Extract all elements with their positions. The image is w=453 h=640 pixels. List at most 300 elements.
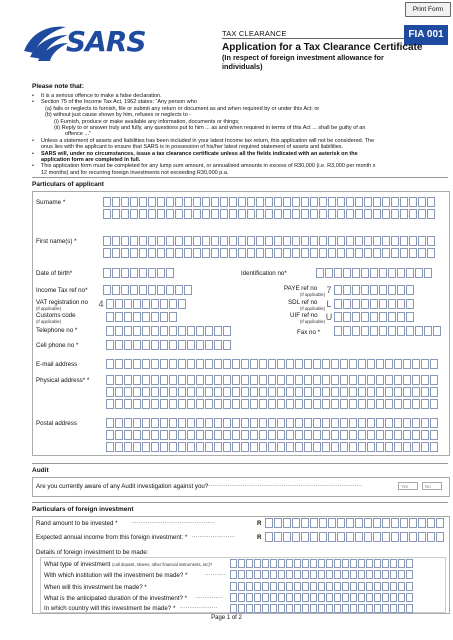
char-box[interactable] xyxy=(151,312,159,322)
char-box[interactable] xyxy=(238,197,246,207)
char-box[interactable] xyxy=(310,582,317,591)
char-box[interactable] xyxy=(390,593,397,602)
char-box[interactable] xyxy=(259,442,267,452)
char-box[interactable] xyxy=(367,418,375,428)
char-box[interactable] xyxy=(310,532,318,542)
char-box[interactable] xyxy=(270,582,277,591)
char-box[interactable] xyxy=(418,197,426,207)
char-box[interactable] xyxy=(304,418,312,428)
char-box[interactable] xyxy=(151,418,159,428)
char-box[interactable] xyxy=(310,593,317,602)
print-form-button[interactable]: Print Form xyxy=(405,2,451,17)
char-box[interactable] xyxy=(394,375,402,385)
char-box[interactable] xyxy=(349,387,357,397)
char-box[interactable] xyxy=(254,582,261,591)
char-box[interactable] xyxy=(349,359,357,369)
char-box[interactable] xyxy=(268,418,276,428)
char-box[interactable] xyxy=(294,593,301,602)
char-box[interactable] xyxy=(430,442,438,452)
char-box[interactable] xyxy=(157,236,165,246)
char-box[interactable] xyxy=(412,375,420,385)
char-box[interactable] xyxy=(241,418,249,428)
char-box[interactable] xyxy=(326,559,333,568)
char-box[interactable] xyxy=(350,604,357,613)
char-box[interactable] xyxy=(241,359,249,369)
char-box[interactable] xyxy=(358,604,365,613)
char-box[interactable] xyxy=(418,532,426,542)
fax-field[interactable] xyxy=(334,326,442,336)
char-box[interactable] xyxy=(418,236,426,246)
char-box[interactable] xyxy=(157,248,165,258)
char-box[interactable] xyxy=(409,197,417,207)
char-box[interactable] xyxy=(302,559,309,568)
char-box[interactable] xyxy=(334,559,341,568)
char-box[interactable] xyxy=(175,209,183,219)
char-box[interactable] xyxy=(343,285,351,295)
char-box[interactable] xyxy=(178,387,186,397)
char-box[interactable] xyxy=(350,570,357,579)
char-box[interactable] xyxy=(343,268,351,278)
char-box[interactable] xyxy=(343,312,351,322)
char-box[interactable] xyxy=(229,248,237,258)
char-box[interactable] xyxy=(106,387,114,397)
char-box[interactable] xyxy=(274,209,282,219)
char-box[interactable] xyxy=(187,418,195,428)
char-box[interactable] xyxy=(406,312,414,322)
char-box[interactable] xyxy=(292,197,300,207)
char-box[interactable] xyxy=(193,209,201,219)
char-box[interactable] xyxy=(337,532,345,542)
char-box[interactable] xyxy=(301,248,309,258)
char-box[interactable] xyxy=(364,197,372,207)
char-box[interactable] xyxy=(193,236,201,246)
char-box[interactable] xyxy=(310,559,317,568)
char-box[interactable] xyxy=(385,442,393,452)
char-box[interactable] xyxy=(400,518,408,528)
char-box[interactable] xyxy=(151,430,159,440)
char-box[interactable] xyxy=(115,312,123,322)
char-box[interactable] xyxy=(160,430,168,440)
char-box[interactable] xyxy=(160,442,168,452)
char-box[interactable] xyxy=(187,387,195,397)
char-box[interactable] xyxy=(130,209,138,219)
char-box[interactable] xyxy=(334,582,341,591)
char-box[interactable] xyxy=(342,582,349,591)
char-box[interactable] xyxy=(326,570,333,579)
char-box[interactable] xyxy=(283,197,291,207)
char-box[interactable] xyxy=(211,236,219,246)
char-box[interactable] xyxy=(220,209,228,219)
char-box[interactable] xyxy=(294,582,301,591)
char-box[interactable] xyxy=(376,418,384,428)
char-box[interactable] xyxy=(178,375,186,385)
char-box[interactable] xyxy=(331,418,339,428)
char-box[interactable] xyxy=(403,418,411,428)
char-box[interactable] xyxy=(160,375,168,385)
char-box[interactable] xyxy=(328,197,336,207)
when-field[interactable] xyxy=(230,582,414,591)
char-box[interactable] xyxy=(342,570,349,579)
char-box[interactable] xyxy=(151,399,159,409)
char-box[interactable] xyxy=(334,593,341,602)
char-box[interactable] xyxy=(262,570,269,579)
char-box[interactable] xyxy=(385,418,393,428)
char-box[interactable] xyxy=(205,359,213,369)
char-box[interactable] xyxy=(196,399,204,409)
char-box[interactable] xyxy=(366,604,373,613)
char-box[interactable] xyxy=(334,268,342,278)
char-box[interactable] xyxy=(250,442,258,452)
char-box[interactable] xyxy=(124,399,132,409)
char-box[interactable] xyxy=(178,442,186,452)
char-box[interactable] xyxy=(334,570,341,579)
char-box[interactable] xyxy=(349,442,357,452)
char-box[interactable] xyxy=(382,559,389,568)
char-box[interactable] xyxy=(262,604,269,613)
char-box[interactable] xyxy=(259,430,267,440)
surname-field-row2[interactable] xyxy=(103,209,436,219)
char-box[interactable] xyxy=(196,359,204,369)
char-box[interactable] xyxy=(406,559,413,568)
char-box[interactable] xyxy=(382,593,389,602)
char-box[interactable] xyxy=(256,209,264,219)
institution-field[interactable] xyxy=(230,570,414,579)
char-box[interactable] xyxy=(274,248,282,258)
char-box[interactable] xyxy=(340,399,348,409)
char-box[interactable] xyxy=(246,582,253,591)
char-box[interactable] xyxy=(349,430,357,440)
char-box[interactable] xyxy=(133,418,141,428)
char-box[interactable] xyxy=(286,559,293,568)
char-box[interactable] xyxy=(247,248,255,258)
char-box[interactable] xyxy=(115,340,123,350)
char-box[interactable] xyxy=(340,375,348,385)
char-box[interactable] xyxy=(301,236,309,246)
char-box[interactable] xyxy=(355,532,363,542)
char-box[interactable] xyxy=(112,285,120,295)
char-box[interactable] xyxy=(337,248,345,258)
char-box[interactable] xyxy=(352,299,360,309)
char-box[interactable] xyxy=(142,442,150,452)
char-box[interactable] xyxy=(397,312,405,322)
char-box[interactable] xyxy=(232,387,240,397)
char-box[interactable] xyxy=(254,604,261,613)
char-box[interactable] xyxy=(382,248,390,258)
char-box[interactable] xyxy=(202,209,210,219)
char-box[interactable] xyxy=(391,248,399,258)
char-box[interactable] xyxy=(106,340,114,350)
char-box[interactable] xyxy=(310,518,318,528)
char-box[interactable] xyxy=(370,326,378,336)
char-box[interactable] xyxy=(124,442,132,452)
char-box[interactable] xyxy=(376,375,384,385)
char-box[interactable] xyxy=(238,248,246,258)
char-box[interactable] xyxy=(232,359,240,369)
char-box[interactable] xyxy=(142,387,150,397)
char-box[interactable] xyxy=(106,299,114,309)
char-box[interactable] xyxy=(259,375,267,385)
char-box[interactable] xyxy=(265,197,273,207)
char-box[interactable] xyxy=(259,418,267,428)
char-box[interactable] xyxy=(319,518,327,528)
char-box[interactable] xyxy=(367,399,375,409)
char-box[interactable] xyxy=(361,268,369,278)
char-box[interactable] xyxy=(112,197,120,207)
char-box[interactable] xyxy=(115,326,123,336)
char-box[interactable] xyxy=(374,593,381,602)
char-box[interactable] xyxy=(286,442,294,452)
char-box[interactable] xyxy=(313,375,321,385)
char-box[interactable] xyxy=(268,430,276,440)
char-box[interactable] xyxy=(301,518,309,528)
char-box[interactable] xyxy=(202,236,210,246)
char-box[interactable] xyxy=(230,582,237,591)
char-box[interactable] xyxy=(121,197,129,207)
char-box[interactable] xyxy=(355,518,363,528)
char-box[interactable] xyxy=(390,604,397,613)
char-box[interactable] xyxy=(151,359,159,369)
char-box[interactable] xyxy=(400,236,408,246)
char-box[interactable] xyxy=(286,359,294,369)
char-box[interactable] xyxy=(232,399,240,409)
char-box[interactable] xyxy=(278,593,285,602)
char-box[interactable] xyxy=(397,299,405,309)
char-box[interactable] xyxy=(103,197,111,207)
char-box[interactable] xyxy=(385,359,393,369)
char-box[interactable] xyxy=(178,299,186,309)
char-box[interactable] xyxy=(376,430,384,440)
char-box[interactable] xyxy=(322,399,330,409)
char-box[interactable] xyxy=(241,399,249,409)
char-box[interactable] xyxy=(418,518,426,528)
char-box[interactable] xyxy=(160,299,168,309)
char-box[interactable] xyxy=(151,326,159,336)
char-box[interactable] xyxy=(160,418,168,428)
char-box[interactable] xyxy=(112,268,120,278)
char-box[interactable] xyxy=(277,387,285,397)
char-box[interactable] xyxy=(250,418,258,428)
char-box[interactable] xyxy=(124,326,132,336)
char-box[interactable] xyxy=(342,604,349,613)
char-box[interactable] xyxy=(148,285,156,295)
char-box[interactable] xyxy=(322,442,330,452)
id-no-field[interactable] xyxy=(316,268,433,278)
char-box[interactable] xyxy=(187,359,195,369)
char-box[interactable] xyxy=(352,285,360,295)
char-box[interactable] xyxy=(274,197,282,207)
char-box[interactable] xyxy=(427,209,435,219)
char-box[interactable] xyxy=(103,285,111,295)
char-box[interactable] xyxy=(286,418,294,428)
char-box[interactable] xyxy=(241,387,249,397)
char-box[interactable] xyxy=(139,268,147,278)
char-box[interactable] xyxy=(301,532,309,542)
char-box[interactable] xyxy=(157,268,165,278)
char-box[interactable] xyxy=(421,375,429,385)
char-box[interactable] xyxy=(157,209,165,219)
char-box[interactable] xyxy=(374,570,381,579)
char-box[interactable] xyxy=(175,285,183,295)
dob-field[interactable] xyxy=(103,268,175,278)
char-box[interactable] xyxy=(409,518,417,528)
char-box[interactable] xyxy=(331,387,339,397)
char-box[interactable] xyxy=(382,532,390,542)
char-box[interactable] xyxy=(115,418,123,428)
char-box[interactable] xyxy=(400,248,408,258)
char-box[interactable] xyxy=(337,518,345,528)
sdl-field[interactable] xyxy=(334,299,415,309)
char-box[interactable] xyxy=(250,359,258,369)
char-box[interactable] xyxy=(166,285,174,295)
char-box[interactable] xyxy=(265,248,273,258)
char-box[interactable] xyxy=(294,559,301,568)
char-box[interactable] xyxy=(157,285,165,295)
char-box[interactable] xyxy=(175,248,183,258)
char-box[interactable] xyxy=(398,604,405,613)
char-box[interactable] xyxy=(385,375,393,385)
expected-income-field[interactable] xyxy=(265,532,445,542)
char-box[interactable] xyxy=(169,340,177,350)
char-box[interactable] xyxy=(214,340,222,350)
char-box[interactable] xyxy=(319,532,327,542)
char-box[interactable] xyxy=(394,387,402,397)
char-box[interactable] xyxy=(391,197,399,207)
char-box[interactable] xyxy=(322,418,330,428)
char-box[interactable] xyxy=(169,418,177,428)
char-box[interactable] xyxy=(412,359,420,369)
char-box[interactable] xyxy=(319,236,327,246)
paye-field[interactable] xyxy=(334,285,415,295)
char-box[interactable] xyxy=(398,559,405,568)
char-box[interactable] xyxy=(124,299,132,309)
char-box[interactable] xyxy=(304,359,312,369)
char-box[interactable] xyxy=(394,430,402,440)
char-box[interactable] xyxy=(274,236,282,246)
char-box[interactable] xyxy=(427,518,435,528)
char-box[interactable] xyxy=(310,248,318,258)
char-box[interactable] xyxy=(398,570,405,579)
char-box[interactable] xyxy=(286,430,294,440)
char-box[interactable] xyxy=(238,604,245,613)
char-box[interactable] xyxy=(283,248,291,258)
char-box[interactable] xyxy=(278,559,285,568)
char-box[interactable] xyxy=(376,399,384,409)
char-box[interactable] xyxy=(223,418,231,428)
char-box[interactable] xyxy=(406,285,414,295)
char-box[interactable] xyxy=(346,197,354,207)
char-box[interactable] xyxy=(265,209,273,219)
char-box[interactable] xyxy=(318,593,325,602)
char-box[interactable] xyxy=(430,418,438,428)
char-box[interactable] xyxy=(151,375,159,385)
char-box[interactable] xyxy=(409,236,417,246)
char-box[interactable] xyxy=(133,442,141,452)
char-box[interactable] xyxy=(178,399,186,409)
char-box[interactable] xyxy=(310,197,318,207)
char-box[interactable] xyxy=(361,285,369,295)
char-box[interactable] xyxy=(166,236,174,246)
char-box[interactable] xyxy=(262,582,269,591)
char-box[interactable] xyxy=(418,209,426,219)
char-box[interactable] xyxy=(250,399,258,409)
char-box[interactable] xyxy=(373,236,381,246)
char-box[interactable] xyxy=(421,359,429,369)
char-box[interactable] xyxy=(103,209,111,219)
char-box[interactable] xyxy=(124,340,132,350)
char-box[interactable] xyxy=(205,399,213,409)
char-box[interactable] xyxy=(277,359,285,369)
char-box[interactable] xyxy=(142,326,150,336)
char-box[interactable] xyxy=(409,209,417,219)
audit-no-checkbox[interactable]: No xyxy=(422,482,442,490)
char-box[interactable] xyxy=(157,197,165,207)
char-box[interactable] xyxy=(346,236,354,246)
char-box[interactable] xyxy=(148,248,156,258)
char-box[interactable] xyxy=(229,209,237,219)
income-tax-field[interactable] xyxy=(103,285,193,295)
char-box[interactable] xyxy=(374,559,381,568)
char-box[interactable] xyxy=(196,387,204,397)
char-box[interactable] xyxy=(169,359,177,369)
char-box[interactable] xyxy=(334,312,342,322)
char-box[interactable] xyxy=(398,593,405,602)
char-box[interactable] xyxy=(223,430,231,440)
char-box[interactable] xyxy=(358,593,365,602)
char-box[interactable] xyxy=(220,248,228,258)
char-box[interactable] xyxy=(349,375,357,385)
char-box[interactable] xyxy=(142,418,150,428)
char-box[interactable] xyxy=(350,593,357,602)
char-box[interactable] xyxy=(352,312,360,322)
char-box[interactable] xyxy=(259,387,267,397)
char-box[interactable] xyxy=(256,197,264,207)
char-box[interactable] xyxy=(310,604,317,613)
char-box[interactable] xyxy=(352,268,360,278)
char-box[interactable] xyxy=(205,418,213,428)
char-box[interactable] xyxy=(379,312,387,322)
char-box[interactable] xyxy=(202,248,210,258)
char-box[interactable] xyxy=(427,532,435,542)
char-box[interactable] xyxy=(346,248,354,258)
char-box[interactable] xyxy=(169,375,177,385)
char-box[interactable] xyxy=(334,285,342,295)
country-field[interactable] xyxy=(230,604,414,613)
char-box[interactable] xyxy=(310,209,318,219)
char-box[interactable] xyxy=(277,430,285,440)
char-box[interactable] xyxy=(326,582,333,591)
char-box[interactable] xyxy=(214,359,222,369)
char-box[interactable] xyxy=(178,430,186,440)
char-box[interactable] xyxy=(322,430,330,440)
char-box[interactable] xyxy=(124,312,132,322)
char-box[interactable] xyxy=(403,430,411,440)
char-box[interactable] xyxy=(151,299,159,309)
char-box[interactable] xyxy=(318,559,325,568)
char-box[interactable] xyxy=(367,387,375,397)
char-box[interactable] xyxy=(364,248,372,258)
char-box[interactable] xyxy=(340,442,348,452)
char-box[interactable] xyxy=(166,248,174,258)
char-box[interactable] xyxy=(304,375,312,385)
char-box[interactable] xyxy=(355,197,363,207)
char-box[interactable] xyxy=(115,399,123,409)
char-box[interactable] xyxy=(366,559,373,568)
char-box[interactable] xyxy=(103,268,111,278)
char-box[interactable] xyxy=(270,570,277,579)
char-box[interactable] xyxy=(166,268,174,278)
char-box[interactable] xyxy=(292,518,300,528)
char-box[interactable] xyxy=(223,442,231,452)
